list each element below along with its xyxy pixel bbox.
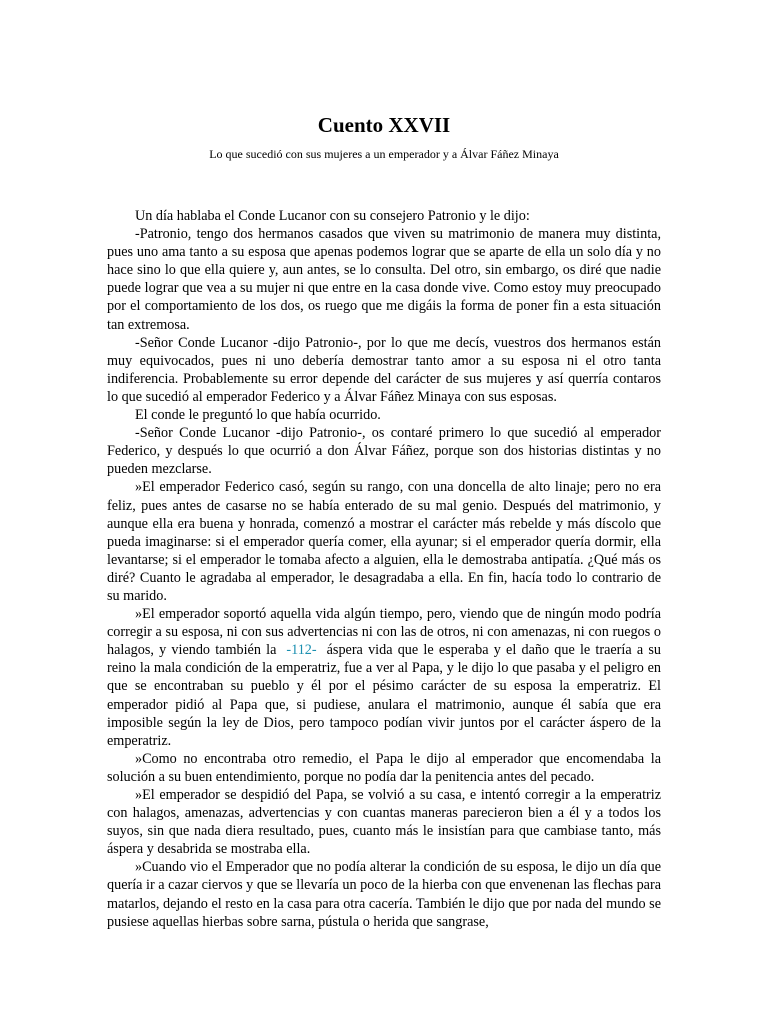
paragraph: -Patronio, tengo dos hermanos casados que viven su matrimonio de manera muy distinta, pues uno ama tanto a su esposa que apenas podemos lograr que se aparte de ella un solo día y no hace sino lo que ella quiere y, aun antes, se lo consulta. Del otro, sin embargo, os diré que nadie puede lograr que vea a su mujer ni que entre en la casa donde vive. Como estoy muy preocupado por el comportamiento de los dos, os ruego que me digáis la forma de poner fin a esta situación tan extremosa. xyxy=(107,226,661,333)
story-title: Cuento XXVII xyxy=(317,113,451,137)
paragraph: El conde le preguntó lo que había ocurrido. xyxy=(135,407,381,424)
story-subtitle: Lo que sucedió con sus mujeres a un emperador y a Álvar Fáñez Minaya xyxy=(209,147,559,161)
page-number-link[interactable]: -112- xyxy=(286,642,317,659)
paragraph-text-before: »El emperador soportó aquella vida algún tiempo, pero, viendo que de ningún modo podría corregir a su esposa, ni con sus advertencias ni con las de otros, ni con amenazas, ni con ruegos o halagos, y viendo también la xyxy=(107,606,661,659)
paragraph-text-after: áspera vida que le esperaba y el daño que le traería a su reino la mala condición de la emperatriz, fue a ver al Papa, y le dijo lo que pasaba y el peligro en que se encontraban su pueblo y él por el pésimo carácter de su esposa la emperatriz. El emperador pidió al Papa que, si pudiese, anulara el matrimonio, aunque él sabía que era imposible según la ley de Dios, pero tampoco podían vivir juntos por el carácter áspero de la emperatriz. xyxy=(107,642,661,749)
paragraph: -Señor Conde Lucanor -dijo Patronio-, por lo que me decís, vuestros dos hermanos están muy equivocados, pues ni uno debería demostrar tanto amor a su esposa ni el otro tanta indiferencia. Probablemente su error depende del carácter de sus mujeres y así querría contaros lo que sucedió al emperador Federico y a Álvar Fáñez Minaya con sus esposas. xyxy=(107,334,661,405)
paragraph: -Señor Conde Lucanor -dijo Patronio-, os contaré primero lo que sucedió al emperador Federico, y después lo que ocurrió a don Álvar Fáñez, porque son dos historias distintas y no pueden mezclarse. xyxy=(107,425,661,478)
paragraph: »Como no encontraba otro remedio, el Papa le dijo al emperador que encomendaba la solución a su buen entendimiento, porque no podía dar la penitencia antes del pecado. xyxy=(107,750,661,785)
paragraph: Un día hablaba el Conde Lucanor con su consejero Patronio y le dijo: xyxy=(135,208,530,224)
story-body xyxy=(107,207,661,931)
paragraph: »El emperador se despidió del Papa, se volvió a su casa, e intentó corregir a la emperatriz con halagos, amenazas, advertencias y con cuantas maneras parecieron bien a él y a todos los suyos, sin que nada diera resultado, pues, cuanto más le insistían para que cambiase tanto, más áspera y desabrida se mostraba ella. xyxy=(107,787,661,858)
paragraph-with-page-marker xyxy=(107,605,661,750)
paragraph: »El emperador Federico casó, según su rango, con una doncella de alto linaje; pero no era feliz, pues antes de casarse no se había enterado de su mal genio. Después del matrimonio, y aunque ella era buena y honrada, comenzó a mostrar el carácter más rebelde y más díscolo que pueda imaginarse: si el emperador quería comer, ella ayunar; si el emperador quería dormir, ella levantarse; si el emperador le tomaba afecto a alguien, ella le demostraba antipatía. ¿Qué más os diré? Cuanto le agradaba al emperador, le desagradaba a ella. En fin, hacía todo lo contrario de su marido. xyxy=(107,479,661,604)
paragraph: »Cuando vio el Emperador que no podía alterar la condición de su esposa, le dijo un día que quería ir a cazar ciervos y que se llevaría un poco de la hierba con que envenenan las flechas para matarlos, dejando el resto en la casa para otra cacería. También le dijo que por nada del mundo se pusiese aquellas hierbas sobre sarna, pústula o herida que sangrase, xyxy=(107,859,661,930)
document-page xyxy=(107,112,661,931)
